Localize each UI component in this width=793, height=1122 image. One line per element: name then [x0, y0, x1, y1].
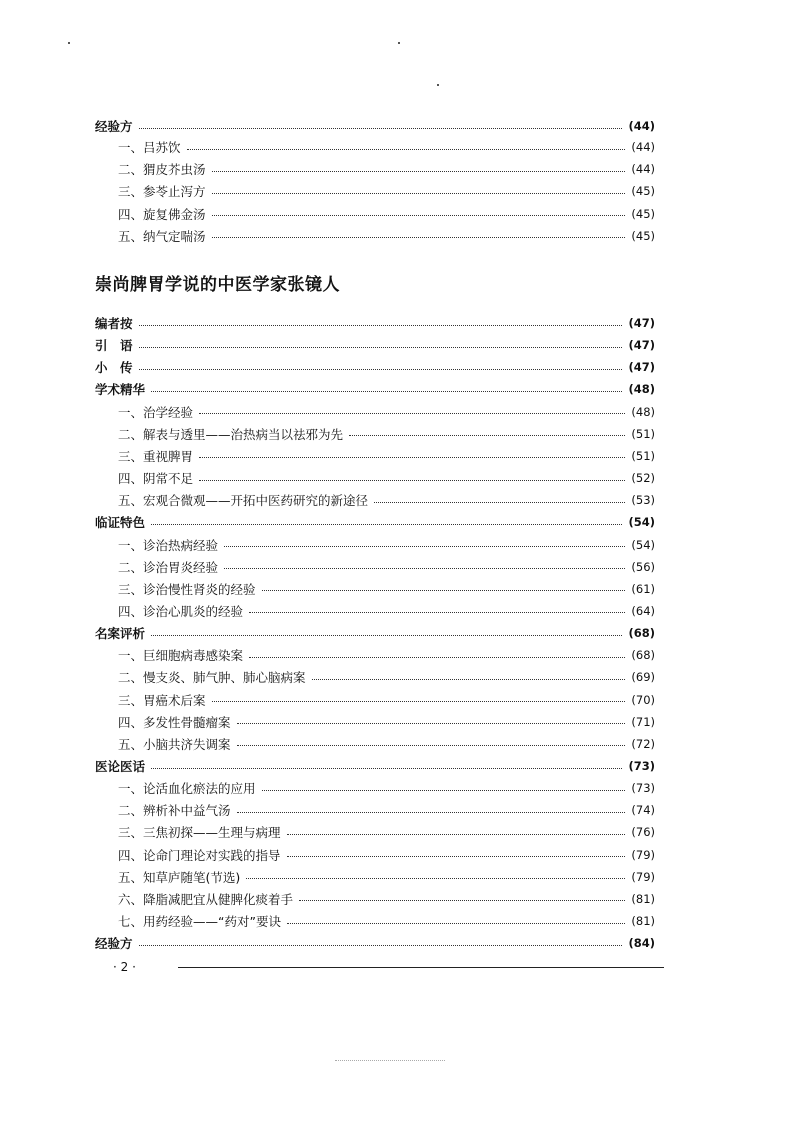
toc-label: 一、巨细胞病毒感染案: [118, 648, 244, 664]
toc-label: 经验方: [95, 119, 133, 134]
scan-speck: [398, 42, 400, 44]
toc-label: 一、论活血化瘀法的应用: [118, 781, 256, 797]
leader-dots: [312, 679, 626, 680]
toc-page: (73): [631, 781, 655, 796]
toc-label: 五、宏观合微观——开拓中医药研究的新途径: [118, 493, 369, 509]
leader-dots: [224, 568, 625, 569]
toc-heading: [95, 623, 655, 643]
toc-entry: [118, 734, 655, 754]
toc-entry: [118, 204, 655, 224]
leader-dots: [249, 612, 625, 613]
toc-entry: [118, 712, 655, 732]
leader-dots: [287, 923, 625, 924]
toc-page: (69): [631, 670, 655, 685]
toc-entry: [118, 667, 655, 687]
toc-label: 四、阴常不足: [118, 471, 194, 487]
toc-label: 一、诊治热病经验: [118, 537, 219, 553]
toc-entry: [118, 845, 655, 865]
toc-page: (56): [631, 559, 655, 574]
toc-label: 二、猬皮芥虫汤: [118, 162, 206, 178]
toc-label: 四、旋复佛金汤: [118, 206, 206, 222]
leader-dots: [199, 457, 625, 458]
toc-entry: [118, 535, 655, 555]
toc-label: 引 语: [95, 338, 133, 354]
toc-heading: [95, 335, 655, 355]
leader-dots: [139, 325, 623, 326]
toc-label: 五、知草庐随笔(节选): [118, 869, 241, 885]
toc-page: (44): [631, 140, 655, 154]
toc-label: 二、慢支炎、肺气肿、肺心脑病案: [118, 670, 306, 686]
toc-label: 四、论命门理论对实践的指导: [118, 847, 281, 863]
toc-entry: [118, 181, 655, 201]
scan-speck: [437, 84, 439, 86]
toc-heading: [95, 756, 655, 776]
leader-dots: [139, 945, 623, 946]
toc-page: (44): [631, 162, 655, 177]
leader-dots: [199, 480, 625, 481]
leader-dots: [151, 768, 622, 769]
leader-dots: [212, 215, 626, 216]
toc-label: 二、诊治胃炎经验: [118, 559, 219, 575]
leader-dots: [199, 413, 625, 414]
toc-label: 名案评析: [95, 626, 146, 642]
toc-page: (45): [631, 206, 655, 221]
leader-dots: [237, 745, 626, 746]
toc-label: 六、降脂减肥宜从健脾化痰着手: [118, 891, 294, 907]
toc-page: (70): [631, 692, 655, 707]
leader-dots: [187, 149, 626, 150]
toc-label: 四、多发性骨髓瘤案: [118, 714, 231, 730]
toc-heading: [95, 313, 655, 333]
scan-speck: [68, 42, 70, 44]
toc-page: (45): [631, 228, 655, 243]
toc-page: (68): [628, 626, 655, 641]
leader-dots: [212, 701, 626, 702]
toc-entry: [118, 867, 655, 887]
leader-dots: [224, 546, 625, 547]
leader-dots: [212, 193, 626, 194]
toc-page: (45): [631, 184, 655, 199]
toc-label: 三、重视脾胃: [118, 448, 194, 464]
toc-label: 四、诊治心肌炎的经验: [118, 603, 244, 619]
leader-dots: [262, 790, 626, 791]
toc-page: (73): [628, 759, 655, 773]
toc-label: 编者按: [95, 316, 133, 331]
toc-page: (51): [631, 448, 655, 463]
chapter-title: 崇尚脾胃学说的中医学家张镜人: [95, 275, 340, 295]
toc-label: 五、纳气定喘汤: [118, 228, 206, 244]
toc-heading: [95, 116, 655, 136]
toc-entry: [118, 690, 655, 710]
toc-label: 三、参苓止泻方: [118, 184, 206, 200]
toc-page: (68): [631, 648, 655, 663]
footer-rule: [178, 967, 664, 968]
toc-page: (72): [631, 736, 655, 751]
leader-dots: [287, 834, 626, 835]
toc-page: (48): [631, 404, 655, 419]
toc-entry: [118, 490, 655, 510]
leader-dots: [237, 812, 626, 813]
toc-page: (47): [628, 316, 655, 330]
toc-label: 学术精华: [95, 382, 146, 398]
toc-page: (47): [628, 360, 655, 375]
page-number: · 2 ·: [113, 960, 136, 974]
toc-heading: [95, 357, 655, 377]
toc-label: 五、小脑共济失调案: [118, 736, 231, 752]
toc-heading: [95, 512, 655, 532]
toc-page: (54): [631, 537, 655, 552]
toc-page: (54): [628, 515, 655, 530]
leader-dots: [151, 635, 622, 636]
toc-label: 三、三焦初探——生理与病理: [118, 825, 281, 841]
toc-label: 经验方: [95, 936, 133, 952]
toc-label: 七、用药经验——“药对”要诀: [118, 914, 281, 930]
toc-label: 二、解表与透里——治热病当以祛邪为先: [118, 426, 344, 442]
toc-page: (79): [631, 847, 655, 862]
leader-dots: [287, 856, 626, 857]
leader-dots: [139, 369, 623, 370]
toc-label: 医论医话: [95, 759, 146, 774]
toc-entry: [118, 911, 655, 931]
leader-dots: [212, 237, 626, 238]
toc-entry: [118, 137, 655, 157]
toc-label: 临证特色: [95, 515, 146, 531]
leader-dots: [212, 171, 626, 172]
toc-heading: [95, 933, 655, 953]
toc-entry: [118, 557, 655, 577]
leader-dots: [139, 347, 623, 348]
toc-page: (61): [631, 581, 655, 596]
leader-dots: [151, 524, 622, 525]
toc-entry: [118, 468, 655, 488]
toc-page: (44): [628, 119, 655, 133]
toc-entry: [118, 800, 655, 820]
toc-label: 一、吕苏饮: [118, 140, 181, 155]
leader-dots: [237, 723, 626, 724]
leader-dots: [262, 590, 626, 591]
toc-label: 一、治学经验: [118, 404, 194, 420]
leader-dots: [349, 435, 625, 436]
toc-page: (48): [628, 382, 655, 397]
scan-artifact: [335, 1060, 445, 1061]
toc-entry: [118, 159, 655, 179]
leader-dots: [299, 900, 625, 901]
toc-entry: [118, 402, 655, 422]
toc-page: (81): [631, 914, 655, 929]
toc-page: (76): [631, 825, 655, 840]
toc-entry: [118, 446, 655, 466]
toc-page: (79): [631, 869, 655, 884]
toc-entry: [118, 579, 655, 599]
toc-page: (64): [631, 603, 655, 618]
leader-dots: [374, 502, 625, 503]
toc-entry: [118, 601, 655, 621]
toc-page: (51): [631, 426, 655, 441]
toc-heading: [95, 379, 655, 399]
toc-entry: [118, 889, 655, 909]
toc-entry: [118, 822, 655, 842]
toc-page: (71): [631, 714, 655, 729]
toc-page: (53): [631, 493, 655, 508]
toc-label: 小 传: [95, 360, 133, 376]
toc-entry: [118, 645, 655, 665]
leader-dots: [246, 878, 625, 879]
leader-dots: [151, 391, 622, 392]
leader-dots: [139, 128, 623, 129]
toc-label: 三、诊治慢性肾炎的经验: [118, 581, 256, 597]
toc-page: (74): [631, 803, 655, 818]
toc-label: 三、胃癌术后案: [118, 692, 206, 708]
toc-label: 二、辨析补中益气汤: [118, 803, 231, 819]
toc-entry: [118, 424, 655, 444]
toc-entry: [118, 226, 655, 246]
toc-entry: [118, 778, 655, 798]
toc-page: (84): [628, 936, 655, 951]
leader-dots: [249, 657, 625, 658]
toc-page: (81): [631, 891, 655, 906]
toc-page: (52): [631, 471, 655, 486]
toc-page: (47): [628, 338, 655, 353]
